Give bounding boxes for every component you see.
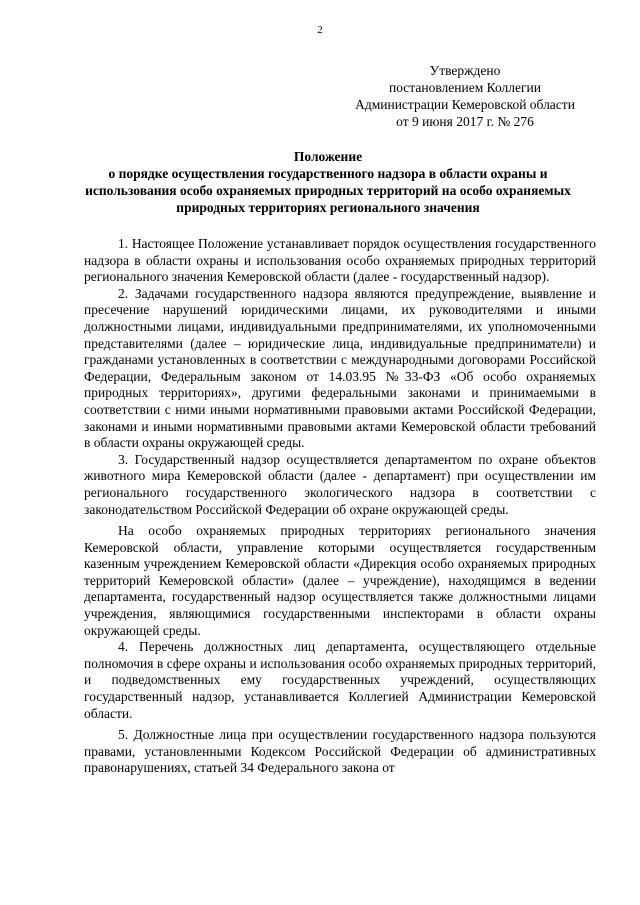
approval-line-4: от 9 июня 2017 г. № 276 [396,114,534,129]
approval-line-3: Администрации Кемеровской области [355,97,575,112]
paragraph-3-continued: На особо охраняемых природных территориях регионального значения Кемеровской области, управление которыми осуществляется государственным казенным учреждением Кемеровской области «Дирекция особо охраняемых природных территорий Кемеровской области» (далее – учреждение), находящимся в ведении департамента, государственный надзор осуществляется также должностными лицами учреждения, являющимися государственными инспекторами в области охраны окружающей среды. [84,523,596,638]
paragraph-1: 1. Настоящее Положение устанавливает порядок осуществления государственного надзора в области охраны и использования особо охраняемых природных территорий регионального значения Кемеровской области (далее - государственный надзор). [84,236,596,285]
title-subtitle: о порядке осуществления государственного надзора в области охраны и использования особо охраняемых природных территорий на особо охраняемых природных территориях регионального значения [85,166,571,215]
approval-line-1: Утверждено [429,63,501,78]
document-body [84,236,596,777]
approval-stamp [330,62,600,130]
approval-line-2: постановлением Коллегии [389,80,541,95]
paragraph-4: 4. Перечень должностных лиц департамента, осуществляющего отдельные полномочия в сфере охраны и использования особо охраняемых природных территорий, и подведомственных ему государственных учреждений, осуществляющих государственный надзор, устанавливается Коллегией Администрации Кемеровской области. [84,639,596,721]
page-number: 2 [317,24,323,36]
paragraph-2: 2. Задачами государственного надзора являются предупреждение, выявление и пресечение нарушений юридическими лицами, их руководителями и иными должностными лицами, индивидуальными предпринимателями, их уполномоченными представителями (далее – юридические лица, индивидуальные предприниматели) и гражданами установленных в соответствии с международными договорами Российской Федерации, Федеральным законом от 14.03.95 №33-ФЗ «Об особо охраняемых природных территориях», другими федеральными законами и принимаемыми в соответствии с ними иными нормативными правовыми актами Российской Федерации, законами и иными нормативными правовыми актами Кемеровской области требований в области охраны окружающей среды. [84,285,596,451]
title-heading: Положение [293,149,363,164]
paragraph-3: 3. Государственный надзор осуществляется департаментом по охране объектов животного мира Кемеровской области (далее - департамент) при осуществлении им регионального государственного экологического надзора в соответствии с законодательством Российской Федерации об охране окружающей среды. [84,451,596,517]
document-title [72,148,584,216]
paragraph-5: 5. Должностные лица при осуществлении государственного надзора пользуются правами, установленными Кодексом Российской Федерации об административных правонарушениях, статьей 34 Федерального закона от [84,727,596,776]
